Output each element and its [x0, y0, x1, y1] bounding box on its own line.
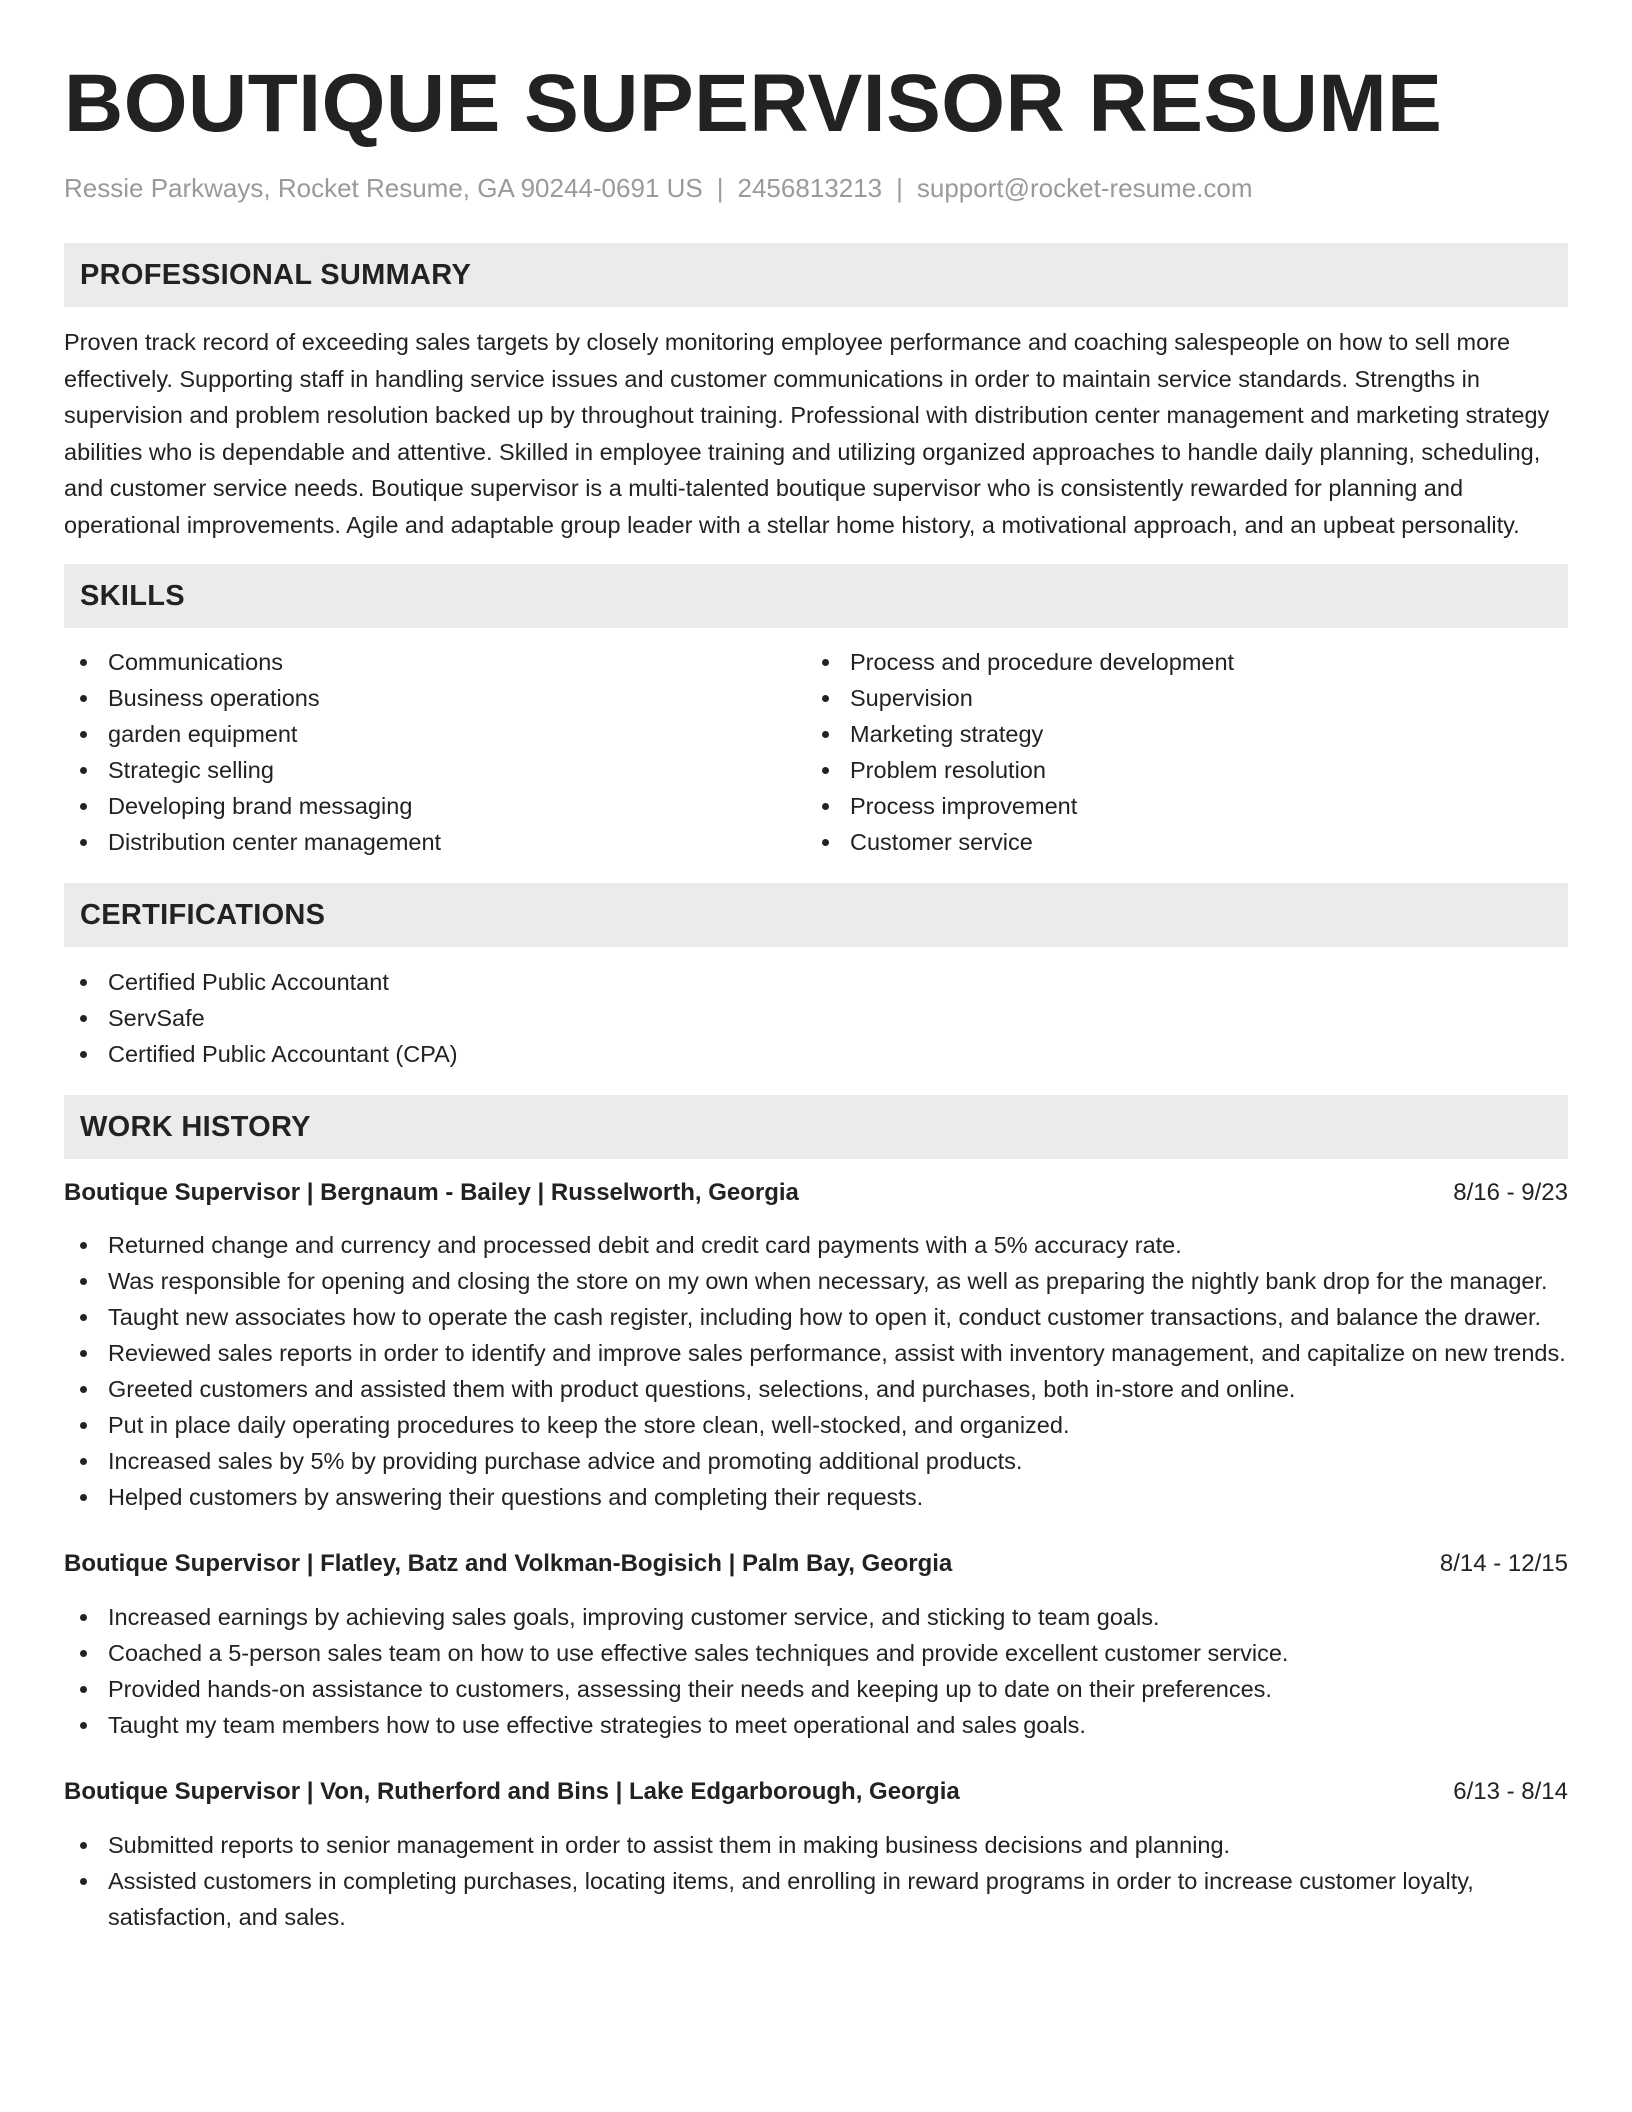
- certification-item: Certified Public Accountant (CPA): [64, 1036, 1568, 1072]
- job-bullet: Submitted reports to senior management in order to assist them in making business decisions and planning.: [64, 1827, 1568, 1863]
- job-bullet: Taught new associates how to operate the cash register, including how to open it, conduct customer transactions, and balance the drawer.: [64, 1299, 1568, 1335]
- job-bullet: Coached a 5-person sales team on how to use effective sales techniques and provide excellent customer service.: [64, 1635, 1568, 1671]
- job-header: [64, 1774, 1568, 1810]
- certifications-list: [64, 964, 1568, 1072]
- job-bullet: Taught my team members how to use effective strategies to meet operational and sales goals.: [64, 1707, 1568, 1743]
- job-bullet: Provided hands-on assistance to customers, assessing their needs and keeping up to date on their preferences.: [64, 1671, 1568, 1707]
- contact-address: Ressie Parkways, Rocket Resume, GA 90244-0691 US: [64, 173, 703, 203]
- skill-item: Supervision: [806, 680, 1548, 716]
- certifications-heading: CERTIFICATIONS: [64, 883, 1568, 947]
- job-dates: 8/16 - 9/23: [1453, 1179, 1568, 1206]
- job-title: Boutique Supervisor | Flatley, Batz and Volkman-Bogisich | Palm Bay, Georgia: [64, 1550, 953, 1577]
- job-entry: [64, 1546, 1568, 1743]
- job-header: [64, 1175, 1568, 1211]
- job-bullet: Reviewed sales reports in order to identify and improve sales performance, assist with inventory management, and capitalize on new trends.: [64, 1335, 1568, 1371]
- work-history-heading: WORK HISTORY: [64, 1095, 1568, 1159]
- job-entry: [64, 1774, 1568, 1935]
- summary-text: Proven track record of exceeding sales targets by closely monitoring employee performance and coaching salespeople on how to sell more effectively. Supporting staff in handling service issues and customer communications in order to maintain service standards. Strengths in supervision and problem resolution backed up by throughout training. Professional with distribution center management and marketing strategy abilities who is dependable and attentive. Skilled in employee training and utilizing organized approaches to handle daily planning, scheduling, and customer service needs. Boutique supervisor is a multi-talented boutique supervisor who is consistently rewarded for planning and operational improvements. Agile and adaptable group leader with a stellar home history, a motivational approach, and an upbeat personality.: [64, 329, 1550, 538]
- skills-column-left: [64, 644, 806, 860]
- job-bullets: [64, 1599, 1568, 1743]
- certification-item: Certified Public Accountant: [64, 964, 1568, 1000]
- skills-heading: SKILLS: [64, 564, 1568, 628]
- job-dates: 8/14 - 12/15: [1439, 1550, 1568, 1577]
- contact-line: [64, 172, 1568, 204]
- job-bullet: Was responsible for opening and closing the store on my own when necessary, as well as preparing the nightly bank drop for the manager.: [64, 1263, 1568, 1299]
- certification-item: ServSafe: [64, 1000, 1568, 1036]
- skill-item: garden equipment: [64, 716, 806, 752]
- contact-email[interactable]: support@rocket-resume.com: [916, 173, 1253, 203]
- skill-item: Marketing strategy: [806, 716, 1548, 752]
- job-bullet: Increased earnings by achieving sales goals, improving customer service, and sticking to team goals.: [64, 1599, 1568, 1635]
- skills-column-right: [806, 644, 1548, 860]
- job-entry: [64, 1175, 1568, 1515]
- contact-separator: |: [896, 173, 903, 203]
- summary-heading: PROFESSIONAL SUMMARY: [64, 243, 1568, 307]
- job-title: Boutique Supervisor | Von, Rutherford and Bins | Lake Edgarborough, Georgia: [64, 1778, 960, 1805]
- skill-item: Business operations: [64, 680, 806, 716]
- job-bullet: Assisted customers in completing purchases, locating items, and enrolling in reward programs in order to increase customer loyalty, satisfaction, and sales.: [64, 1863, 1568, 1935]
- skill-item: Process and procedure development: [806, 644, 1548, 680]
- job-bullets: [64, 1227, 1568, 1515]
- skill-item: Problem resolution: [806, 752, 1548, 788]
- job-dates: 6/13 - 8/14: [1453, 1778, 1568, 1805]
- skill-item: Communications: [64, 644, 806, 680]
- job-bullet: Helped customers by answering their questions and completing their requests.: [64, 1479, 1568, 1515]
- skill-item: Customer service: [806, 824, 1548, 860]
- contact-separator: |: [716, 173, 724, 203]
- job-header: [64, 1546, 1568, 1582]
- resume-title: BOUTIQUE SUPERVISOR RESUME: [64, 58, 1443, 149]
- job-bullet: Greeted customers and assisted them with product questions, selections, and purchases, both in-store and online.: [64, 1371, 1568, 1407]
- skill-item: Developing brand messaging: [64, 788, 806, 824]
- job-bullet: Put in place daily operating procedures to keep the store clean, well-stocked, and organized.: [64, 1407, 1568, 1443]
- contact-phone: 2456813213: [737, 173, 883, 203]
- job-title: Boutique Supervisor | Bergnaum - Bailey | Russelworth, Georgia: [64, 1179, 799, 1206]
- skill-item: Distribution center management: [64, 824, 806, 860]
- job-bullet: Increased sales by 5% by providing purchase advice and promoting additional products.: [64, 1443, 1568, 1479]
- job-bullets: [64, 1827, 1568, 1935]
- job-bullet: Returned change and currency and processed debit and credit card payments with a 5% accuracy rate.: [64, 1227, 1568, 1263]
- skill-item: Process improvement: [806, 788, 1548, 824]
- skills-list: [64, 644, 1568, 860]
- resume-page: [64, 0, 1568, 1935]
- skill-item: Strategic selling: [64, 752, 806, 788]
